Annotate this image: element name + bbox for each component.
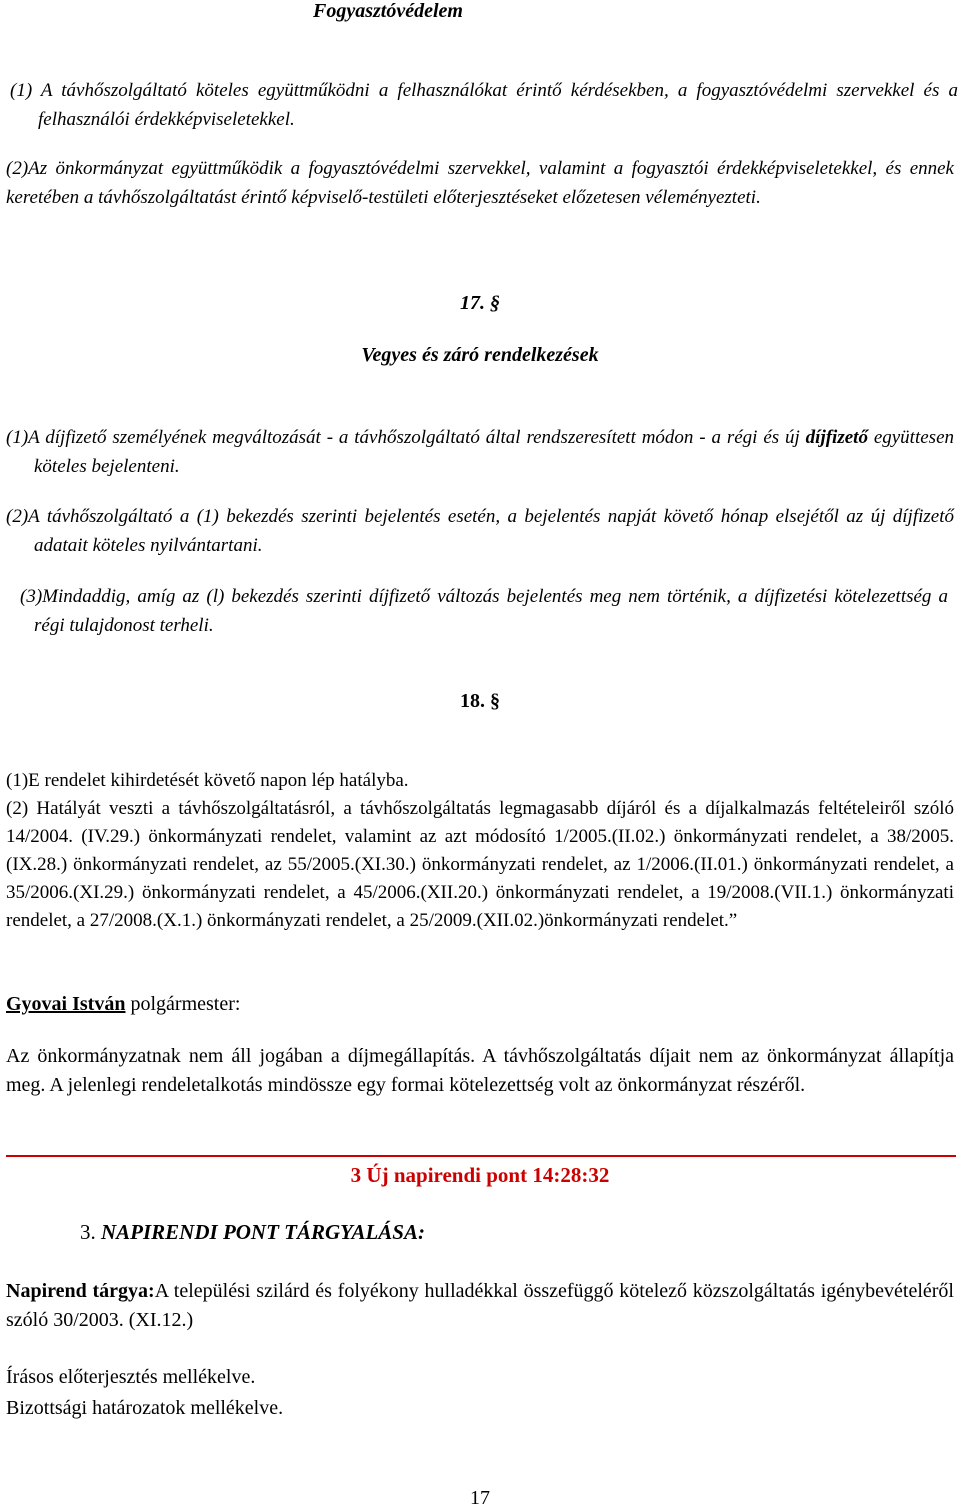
attachment-written: Írásos előterjesztés mellékelve.	[6, 1366, 256, 1388]
section-heading-fogyasztovedelem: Fogyasztóvédelem	[313, 0, 463, 22]
speaker-name: Gyovai István	[6, 993, 126, 1015]
horizontal-rule	[6, 1155, 956, 1157]
paragraph-17-1-bold: díjfizető	[805, 427, 868, 448]
speaker-role: polgármester:	[125, 993, 241, 1015]
speaker-line	[6, 990, 240, 1018]
agenda-heading: 3 Új napirendi pont 14:28:32	[350, 1163, 610, 1187]
agenda-topic-label: Napirend tárgya:	[6, 1280, 155, 1302]
section-17-label: 17.	[460, 292, 485, 314]
page-number: 17	[470, 1487, 490, 1509]
paragraph-fogyaszto-1: (1) A távhőszolgáltató köteles együttműködni a felhasználókat érintő kérdésekben, a fogyasztóvédelmi szervekkel és a felhasználói érdekképviseletekkel.	[10, 80, 958, 130]
section-symbol: §	[490, 690, 500, 712]
agenda-topic	[6, 1277, 954, 1335]
section-symbol: §	[490, 292, 500, 314]
paragraph-17-1	[6, 423, 954, 481]
agenda-title-line	[80, 1220, 425, 1245]
paragraph-17-2: (2)A távhőszolgáltató a (1) bekezdés szerinti bejelentés esetén, a bejelentés napját követő hónap elsejétől az új díjfizető adatait köteles nyilvántartani.	[6, 506, 954, 556]
paragraph-18-1: (1)E rendelet kihirdetését követő napon lép hatályba.	[6, 770, 409, 791]
section-18-number	[0, 690, 960, 713]
paragraph-fogyaszto-2: (2)Az önkormányzat együttműködik a fogyasztóvédelmi szervekkel, valamint a fogyasztói érdekképviseletekkel, és ennek keretében a távhőszolgáltatást érintő képviselő-testületi előterjesztéseket előzetesen véleményezteti.	[6, 158, 954, 208]
speech-text: Az önkormányzatnak nem áll jogában a díjmegállapítás. A távhőszolgáltatás díjait nem az önkormányzat állapítja meg. A jelenlegi rendeletalkotás mindössze egy formai kötelezettség volt az önkormányzat részéről.	[6, 1045, 954, 1096]
attachment-committee: Bizottsági határozatok mellékelve.	[6, 1397, 284, 1419]
agenda-title: NAPIRENDI PONT TÁRGYALÁSA:	[101, 1220, 425, 1244]
section-17-number	[0, 292, 960, 315]
section-17-title: Vegyes és záró rendelkezések	[361, 344, 599, 366]
paragraph-17-1-text-a: (1)A díjfizető személyének megváltozását - a távhőszolgáltató által rendszeresített módon - a régi és új	[6, 427, 806, 448]
paragraph-18-2: (2) Hatályát veszti a távhőszolgáltatásról, a távhőszolgáltatás legmagasabb díjáról és a díjalkalmazás feltételeiről szóló 14/2004. (IV.29.) önkormányzati rendelet, valamint az azt módosító 1/2005.(II.02.) önkormányzati rendelet, a 38/2005.(IX.28.) önkormányzati rendelet, az 55/2005.(XI.30.) önkormányzati rendelet, az 1/2006.(II.01.) önkormányzati rendelet, a 35/2006.(XI.29.) önkormányzati rendelet, a 45/2006.(XII.20.) önkormányzati rendelet, a 19/2008.(VII.1.) önkormányzati rendelet, a 27/2008.(X.1.) önkormányzati rendelet, a 25/2009.(XII.02.)önkormányzati rendelet.”	[6, 798, 954, 931]
section-18-label: 18.	[460, 690, 485, 712]
agenda-topic-text: A települési szilárd és folyékony hulladékkal összefüggő kötelező közszolgáltatás igénybevételéről szóló 30/2003. (XI.12.)	[6, 1280, 954, 1331]
paragraph-17-3: (3)Mindaddig, amíg az (l) bekezdés szerinti díjfizető változás bejelentés meg nem történik, a díjfizetési kötelezettség a régi tulajdonost terheli.	[20, 586, 948, 636]
agenda-number: 3.	[80, 1220, 96, 1244]
paragraph-17-1-text-b: együttesen köteles bejelenteni.	[34, 427, 955, 477]
